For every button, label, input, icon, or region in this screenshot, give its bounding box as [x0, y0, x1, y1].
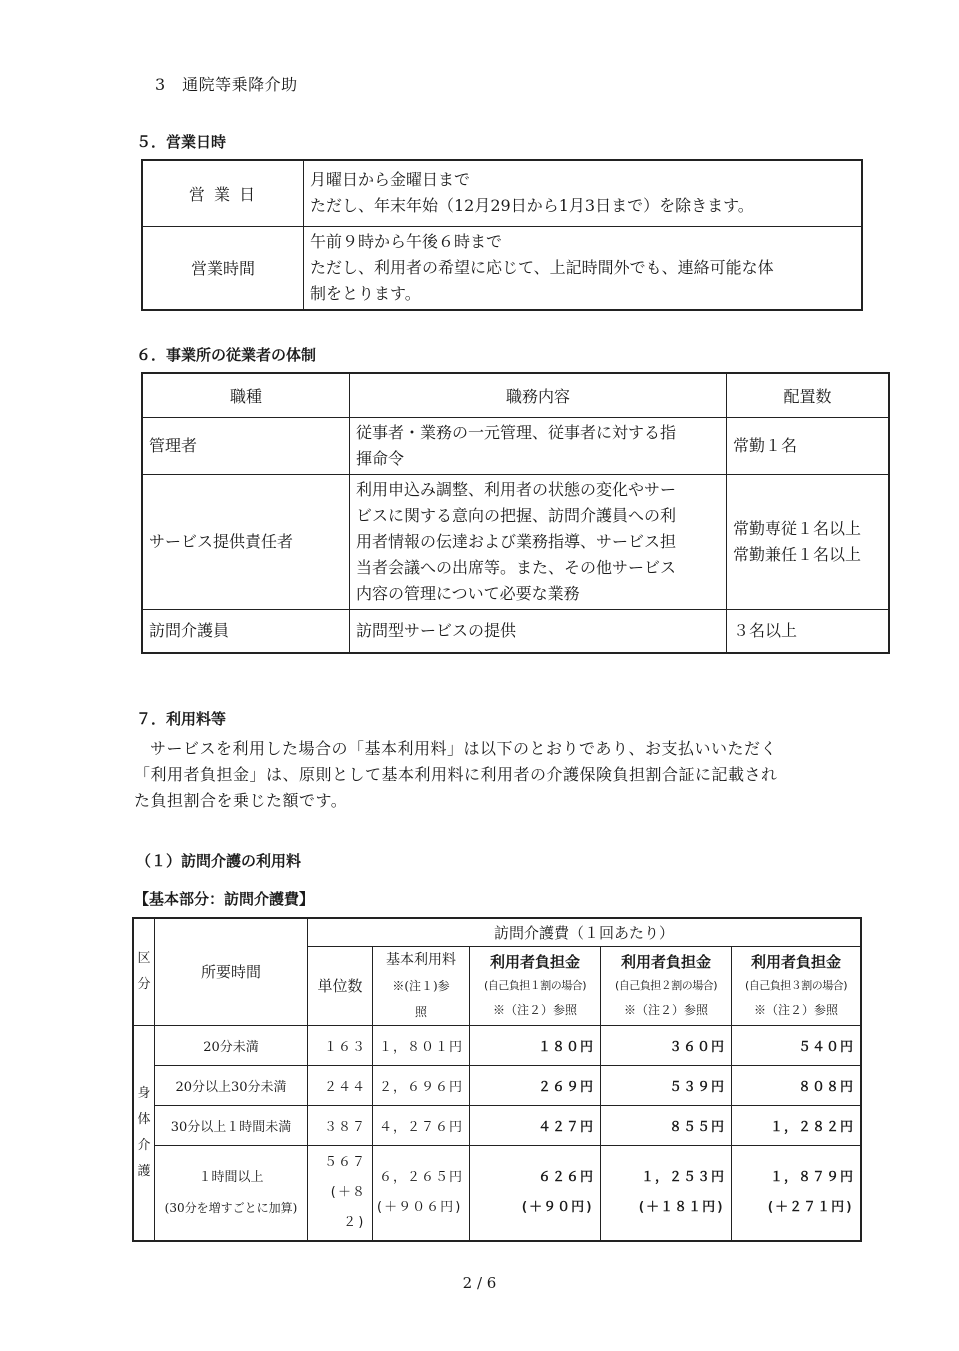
text-line: 利用者負担金 — [750, 952, 841, 971]
text-line: ただし、年末年始（12月29日から1月3日まで）を除きます。 — [310, 196, 754, 216]
text-line: (自己負担１割の場合) — [483, 978, 587, 992]
fee-table — [132, 917, 862, 1242]
table-row — [142, 474, 889, 609]
text-line: 内容の管理について必要な業務 — [356, 583, 580, 603]
time-cell: 20分未満 — [155, 1025, 308, 1065]
fee-subheading: （１）訪問介護の利用料 — [136, 852, 302, 870]
user3-cell: ５４０円 — [732, 1025, 862, 1065]
time-cell: 30分以上１時間未満 — [155, 1105, 308, 1145]
text-line: ６，２６５円 — [378, 1169, 463, 1185]
text-line: ５６７ — [323, 1154, 366, 1170]
header-role: 職種 — [142, 373, 350, 417]
text-line: 区 — [137, 950, 151, 966]
count-cell — [727, 474, 890, 609]
text-line: 利用者負担金 — [489, 952, 580, 971]
text-line: ※(注１)参 — [392, 978, 450, 993]
table-row — [133, 1025, 861, 1065]
text-line: (＋２７１円) — [766, 1199, 854, 1215]
section7-heading: ７．利用料等 — [136, 710, 227, 728]
header-user1 — [470, 946, 601, 1025]
text-line: 従事者・業務の一元管理、従事者に対する指 — [356, 422, 677, 442]
text-line: １，２５３円 — [640, 1169, 725, 1185]
text-line: (＋９０円) — [520, 1199, 594, 1215]
text-line: 照 — [414, 1004, 427, 1019]
text-line: 基本利用料 — [386, 951, 456, 968]
text-line: 制をとります。 — [310, 283, 421, 303]
time-cell: 20分以上30分未満 — [155, 1065, 308, 1105]
units-cell — [308, 1145, 373, 1241]
text-line: 護 — [137, 1163, 151, 1179]
count-cell: ３名以上 — [727, 609, 890, 653]
text-line: (＋１８１円) — [637, 1199, 725, 1215]
text-line: １時間以上 — [198, 1169, 264, 1185]
role-cell: サービス提供責任者 — [142, 474, 350, 609]
text-line: 用者情報の伝達および業務指導、サービス担 — [356, 531, 677, 551]
duties-cell — [350, 474, 727, 609]
table-row — [142, 160, 862, 226]
basic-cell: ４，２７６円 — [373, 1105, 470, 1145]
text-line: 「利用者負担金」は、原則として基本利用料に利用者の介護保険負担割合証に記載され — [134, 765, 778, 784]
table-row — [133, 1065, 861, 1105]
text-line: ※（注２）参照 — [753, 1002, 838, 1017]
count-cell: 常勤１名 — [727, 417, 890, 474]
user3-cell: １，２８２円 — [732, 1105, 862, 1145]
section7-paragraph — [134, 736, 778, 814]
text-line: (＋９０６円) — [375, 1199, 463, 1215]
business-hours-value — [304, 226, 863, 310]
duties-cell: 訪問型サービスの提供 — [350, 609, 727, 653]
basic-cell: ２，６９６円 — [373, 1065, 470, 1105]
text-line: １，８７９円 — [769, 1169, 854, 1185]
header-basic — [373, 946, 470, 1025]
user2-cell — [601, 1145, 732, 1241]
units-cell: ２４４ — [308, 1065, 373, 1105]
table-row — [142, 609, 889, 653]
text-line: 常勤兼任１名以上 — [733, 544, 862, 564]
header-group: 訪問介護費（１回あたり） — [308, 918, 862, 946]
text-line: 揮命令 — [356, 448, 405, 468]
text-line: 体 — [137, 1111, 151, 1127]
header-user2 — [601, 946, 732, 1025]
duties-cell — [350, 417, 727, 474]
text-line: 利用者負担金 — [620, 952, 711, 971]
text-line: (自己負担３割の場合) — [744, 978, 848, 992]
table-header-row — [133, 918, 861, 946]
time-cell — [155, 1145, 308, 1241]
units-cell: ３８７ — [308, 1105, 373, 1145]
text-line: た負担割合を乗じた額です。 — [134, 791, 348, 810]
text-line: (自己負担２割の場合) — [614, 978, 718, 992]
text-line: 身 — [137, 1085, 151, 1101]
units-cell: １６３ — [308, 1025, 373, 1065]
page-number: 2 / 6 — [462, 1274, 497, 1292]
text-line: 常勤専従１名以上 — [733, 518, 862, 538]
basic-cell: １，８０１円 — [373, 1025, 470, 1065]
intro-line: 3 通院等乗降介助 — [155, 75, 298, 94]
text-line: 介 — [137, 1137, 151, 1153]
user2-cell: ８５５円 — [601, 1105, 732, 1145]
business-hours-table — [141, 159, 863, 311]
business-hours-label: 営業時間 — [142, 226, 304, 310]
user1-cell — [470, 1145, 601, 1241]
table-header-row — [142, 373, 889, 417]
user1-cell: ４２７円 — [470, 1105, 601, 1145]
text-line: ビスに関する意向の把握、訪問介護員への利 — [356, 505, 677, 525]
text-line: ６２６円 — [537, 1169, 594, 1185]
text-line: 当者会議への出席等。また、その他サービス — [356, 557, 677, 577]
business-days-label: 営 業 日 — [142, 160, 304, 226]
user3-cell: ８０８円 — [732, 1065, 862, 1105]
section6-heading: ６．事業所の従業者の体制 — [136, 346, 317, 364]
table-row — [133, 1105, 861, 1145]
user2-cell: ５３９円 — [601, 1065, 732, 1105]
text-line: ※（注２）参照 — [623, 1002, 708, 1017]
text-line: 利用申込み調整、利用者の状態の変化やサー — [356, 479, 677, 499]
category-cell — [133, 1025, 155, 1241]
user3-cell — [732, 1145, 862, 1241]
text-line: (30分を増すごとに加算) — [164, 1200, 298, 1215]
staff-table — [141, 372, 890, 654]
text-line: 分 — [137, 976, 151, 992]
header-time: 所要時間 — [155, 918, 308, 1025]
business-days-value — [304, 160, 863, 226]
header-units: 単位数 — [308, 946, 373, 1025]
header-duties: 職務内容 — [350, 373, 727, 417]
header-count: 配置数 — [727, 373, 890, 417]
table-row — [142, 417, 889, 474]
text-line: ただし、利用者の希望に応じて、上記時間外でも、連絡可能な体 — [310, 257, 774, 277]
table-row — [142, 226, 862, 310]
basic-cell — [373, 1145, 470, 1241]
text-line: 月曜日から金曜日まで — [310, 170, 471, 190]
user1-cell: １８０円 — [470, 1025, 601, 1065]
header-kubun — [133, 918, 155, 1025]
text-line: サービスを利用した場合の「基本利用料」は以下のとおりであり、お支払いいただく — [150, 739, 778, 758]
header-user3 — [732, 946, 862, 1025]
fee-table-caption: 【基本部分：訪問介護費】 — [134, 890, 315, 908]
section5-heading: ５．営業日時 — [136, 133, 227, 151]
user2-cell: ３６０円 — [601, 1025, 732, 1065]
user1-cell: ２６９円 — [470, 1065, 601, 1105]
text-line: ※（注２）参照 — [492, 1002, 577, 1017]
role-cell: 管理者 — [142, 417, 350, 474]
role-cell: 訪問介護員 — [142, 609, 350, 653]
text-line: (＋８２) — [329, 1184, 366, 1230]
text-line: 午前９時から午後６時まで — [310, 231, 503, 251]
table-row — [133, 1145, 861, 1241]
